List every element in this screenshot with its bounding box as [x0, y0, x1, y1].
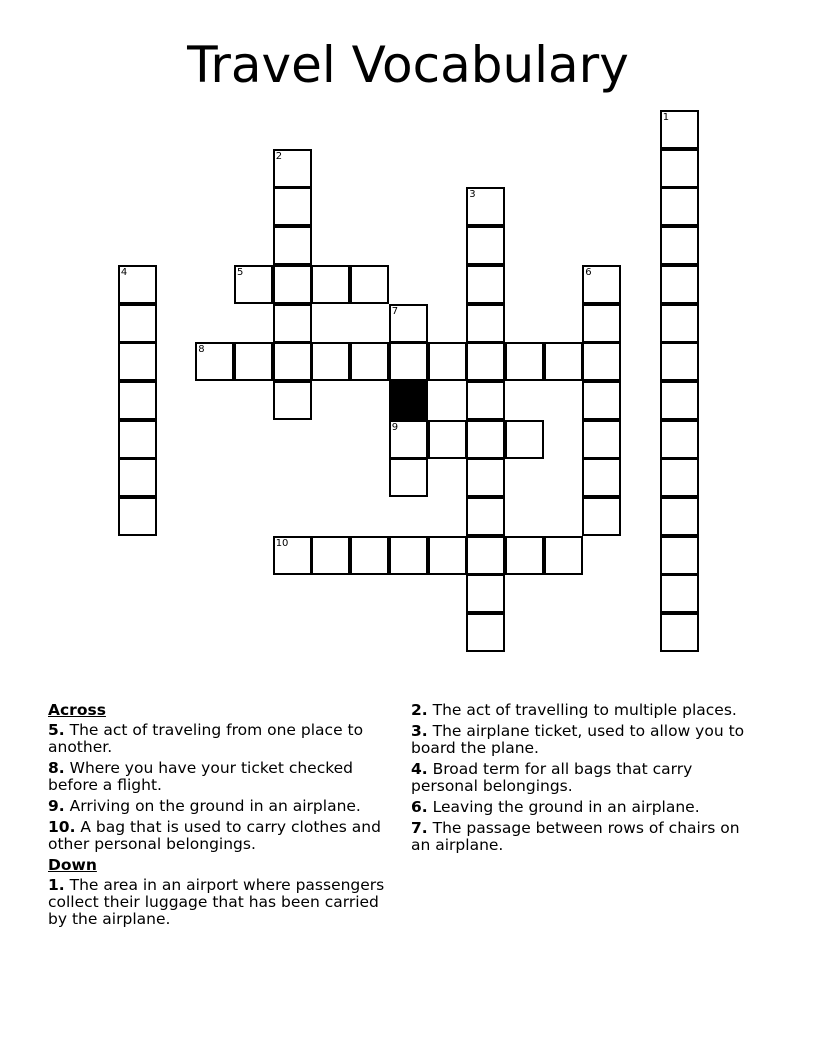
down-clue: [48, 877, 398, 928]
down-clue: [411, 761, 756, 795]
grid-cell[interactable]: [466, 265, 505, 304]
grid-cell[interactable]: [582, 265, 621, 304]
grid-cell[interactable]: [118, 420, 157, 459]
grid-cell[interactable]: [273, 187, 312, 226]
grid-cell[interactable]: [660, 342, 699, 381]
clue-number: 8.: [48, 759, 65, 777]
grid-cell[interactable]: [660, 613, 699, 652]
clue-number: 9.: [48, 797, 65, 815]
clue-text: Broad term for all bags that carry personal belongings.: [411, 760, 693, 795]
clue-number-label: 4: [120, 266, 128, 278]
grid-cell[interactable]: [660, 497, 699, 536]
across-clue: [48, 819, 398, 853]
clue-text: The passage between rows of chairs on an airplane.: [411, 819, 740, 854]
grid-cell[interactable]: [118, 458, 157, 497]
clue-number-label: 3: [469, 189, 476, 201]
clue-text: The act of traveling from one place to another.: [48, 721, 364, 756]
clue-number-label: 10: [275, 537, 289, 549]
grid-cell[interactable]: [660, 304, 699, 343]
clue-number: 2.: [411, 701, 428, 719]
grid-cell[interactable]: [389, 536, 428, 575]
grid-cell[interactable]: [466, 497, 505, 536]
grid-cell[interactable]: [466, 458, 505, 497]
grid-cell[interactable]: [660, 110, 699, 149]
grid-cell[interactable]: [660, 574, 699, 613]
clue-text: A bag that is used to carry clothes and other personal belongings.: [48, 818, 381, 853]
puzzle-title: Travel Vocabulary: [187, 36, 629, 94]
grid-cell[interactable]: [466, 226, 505, 265]
grid-cell[interactable]: [428, 536, 467, 575]
grid-cell[interactable]: [389, 420, 428, 459]
grid-cell[interactable]: [389, 458, 428, 497]
grid-cell[interactable]: [582, 304, 621, 343]
clue-text: Leaving the ground in an airplane.: [432, 798, 700, 816]
down-clue: [411, 702, 756, 719]
across-clue: [48, 798, 398, 815]
grid-cell[interactable]: [660, 149, 699, 188]
grid-cell[interactable]: [195, 342, 234, 381]
grid-cell[interactable]: [234, 265, 273, 304]
grid-cell[interactable]: [466, 342, 505, 381]
clue-number: 1.: [48, 876, 65, 894]
down-clue: [411, 820, 756, 854]
grid-cell[interactable]: [428, 342, 467, 381]
grid-cell[interactable]: [234, 342, 273, 381]
grid-cell[interactable]: [273, 265, 312, 304]
grid-cell[interactable]: [350, 342, 389, 381]
clue-number-label: 5: [237, 266, 244, 278]
grid-cell[interactable]: [311, 342, 350, 381]
clue-text: The airplane ticket, used to allow you to board the plane.: [411, 722, 745, 757]
clue-text: The area in an airport where passengers collect their luggage that has been carried by the airplane.: [48, 876, 385, 928]
grid-cell[interactable]: [118, 342, 157, 381]
grid-cell[interactable]: [505, 420, 544, 459]
grid-cell[interactable]: [582, 381, 621, 420]
down-clue: [411, 723, 756, 757]
grid-cell[interactable]: [273, 149, 312, 188]
grid-cell[interactable]: [544, 536, 583, 575]
grid-cell[interactable]: [505, 536, 544, 575]
grid-cell[interactable]: [350, 536, 389, 575]
clue-number: 5.: [48, 721, 65, 739]
clue-number-label: 9: [391, 421, 399, 433]
grid-cell[interactable]: [582, 497, 621, 536]
clues-left-column: [48, 702, 398, 932]
clue-number-label: 1: [662, 112, 670, 123]
clue-number: 10.: [48, 818, 76, 836]
grid-cell[interactable]: [582, 458, 621, 497]
grid-cell[interactable]: [466, 420, 505, 459]
grid-cell[interactable]: [660, 226, 699, 265]
clue-number-label: 7: [391, 305, 399, 317]
grid-cell[interactable]: [466, 613, 505, 652]
grid-cell[interactable]: [118, 381, 157, 420]
down-heading: Down: [48, 856, 97, 874]
clue-number-label: 2: [275, 150, 283, 162]
grid-cell[interactable]: [311, 536, 350, 575]
clue-text: Where you have your ticket checked before a flight.: [48, 759, 354, 794]
clue-number: 4.: [411, 760, 428, 778]
grid-cell[interactable]: [466, 536, 505, 575]
clue-text: The act of travelling to multiple places.: [432, 701, 737, 719]
grid-cell[interactable]: [389, 304, 428, 343]
down-clue: [411, 799, 756, 816]
grid-cell[interactable]: [428, 420, 467, 459]
grid-cell[interactable]: [466, 304, 505, 343]
grid-cell[interactable]: [118, 304, 157, 343]
grid-cell[interactable]: [273, 342, 312, 381]
grid-cell[interactable]: [466, 381, 505, 420]
grid-cell[interactable]: [660, 187, 699, 226]
grid-cell[interactable]: [660, 458, 699, 497]
grid-cell[interactable]: [582, 420, 621, 459]
grid-cell[interactable]: [389, 342, 428, 381]
grid-cell[interactable]: [273, 304, 312, 343]
grid-block: [389, 381, 428, 420]
grid-cell[interactable]: [660, 536, 699, 575]
grid-cell[interactable]: [118, 265, 157, 304]
clue-number: 3.: [411, 722, 428, 740]
grid-cell[interactable]: [660, 420, 699, 459]
across-clue: [48, 760, 398, 794]
grid-cell[interactable]: [118, 497, 157, 536]
clue-number-label: 6: [585, 266, 592, 278]
clue-number: 7.: [411, 819, 428, 837]
clue-number-label: 8: [198, 344, 205, 356]
clues-right-column: [411, 702, 756, 858]
grid-cell[interactable]: [273, 536, 312, 575]
clue-text: Arriving on the ground in an airplane.: [69, 797, 361, 815]
clue-number: 6.: [411, 798, 428, 816]
across-heading: Across: [48, 701, 106, 719]
grid-cell[interactable]: [505, 342, 544, 381]
grid-cell[interactable]: [582, 342, 621, 381]
grid-cell[interactable]: [660, 381, 699, 420]
grid-cell[interactable]: [311, 265, 350, 304]
across-clue: [48, 722, 398, 756]
grid-cell[interactable]: [273, 226, 312, 265]
grid-cell[interactable]: [660, 265, 699, 304]
grid-cell[interactable]: [350, 265, 389, 304]
grid-cell[interactable]: [273, 381, 312, 420]
grid-cell[interactable]: [466, 187, 505, 226]
grid-cell[interactable]: [544, 342, 583, 381]
grid-cell[interactable]: [466, 574, 505, 613]
